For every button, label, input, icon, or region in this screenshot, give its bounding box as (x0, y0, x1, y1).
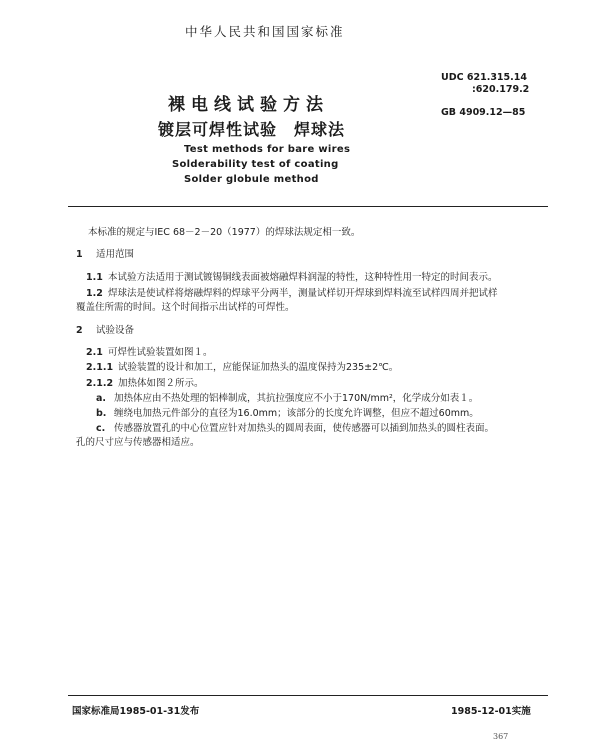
clause-1-2-number: 1.2 (86, 288, 103, 299)
clause-2-1-1-number: 2.1.1 (86, 362, 114, 373)
title-chinese-line2: 镀层可焊性试验 焊球法 (158, 120, 346, 139)
clause-1-2-text-a: 焊球法是使试样将熔融焊料的焊球平分两半，测量试样切开焊球到焊料流至试样四周并把试样 (108, 288, 498, 299)
title-english-line3: Solder globule method (184, 174, 319, 185)
clause-2-1-2 (86, 375, 204, 389)
item-c-text-b: 孔的尺寸应与传感器相适应。 (76, 437, 200, 448)
title-english-line2: Solderability test of coating (172, 159, 339, 170)
footer-divider (68, 695, 548, 696)
clause-1-1-text: 本试验方法适用于测试镀锡铜线表面被熔融焊料润湿的特性，这种特性用一特定的时间表示。 (108, 272, 498, 283)
item-b-label: b. (96, 408, 107, 419)
gb-standard-code: GB 4909.12—85 (441, 107, 526, 118)
issue-date: 国家标准局1985-01-31发布 (72, 706, 200, 717)
section-1-heading (76, 246, 134, 260)
item-c-label: c. (96, 423, 106, 434)
section-1-number: 1 (76, 249, 83, 260)
intro-paragraph: 本标准的规定与IEC 68－2－20（1977）的焊球法规定相一致。 (88, 227, 361, 238)
section-1-title: 适用范围 (96, 249, 135, 260)
section-2-title: 试验设备 (96, 325, 135, 336)
title-chinese-line1: 裸电线试验方法 (168, 95, 329, 115)
clause-2-1-text: 可焊性试验装置如图１。 (108, 347, 213, 358)
udc-code-line2: :620.179.2 (472, 84, 530, 95)
clause-1-1-number: 1.1 (86, 272, 103, 283)
clause-2-1-number: 2.1 (86, 347, 103, 358)
page-number: 367 (493, 732, 509, 741)
item-b (96, 405, 479, 419)
item-b-text: 缠绕电加热元件部分的直径为16.0mm；该部分的长度允许调整，但应不超过60mm。 (114, 408, 479, 419)
section-2-number: 2 (76, 325, 83, 336)
section-2-heading (76, 322, 134, 336)
clause-1-1 (86, 269, 498, 283)
clause-2-1-2-text: 加热体如图２所示。 (118, 378, 204, 389)
header-divider (68, 206, 548, 207)
clause-1-2-text-b: 覆盖住所需的时间。这个时间指示出试样的可焊性。 (76, 302, 295, 313)
clause-2-1-1-text: 试验装置的设计和加工，应能保证加热头的温度保持为235±2℃。 (118, 362, 399, 373)
clause-2-1-1 (86, 359, 398, 373)
item-c (96, 420, 494, 434)
clause-2-1 (86, 344, 213, 358)
national-standard-heading: 中华人民共和国国家标准 (185, 24, 345, 39)
clause-2-1-2-number: 2.1.2 (86, 378, 114, 389)
udc-code-line1: UDC 621.315.14 (441, 72, 527, 83)
item-a-text: 加热体应由不热处理的铝棒制成，其抗拉强度应不小于170N/mm²，化学成分如表１。 (114, 393, 479, 404)
item-c-text-a: 传感器放置孔的中心位置应针对加热头的圆周表面，使传感器可以插到加热头的圆柱表面。 (114, 423, 495, 434)
title-english-line1: Test methods for bare wires (184, 144, 351, 155)
item-a-label: a. (96, 393, 107, 404)
clause-1-2 (86, 285, 498, 299)
item-a (96, 390, 478, 404)
effective-date: 1985-12-01实施 (451, 706, 531, 717)
